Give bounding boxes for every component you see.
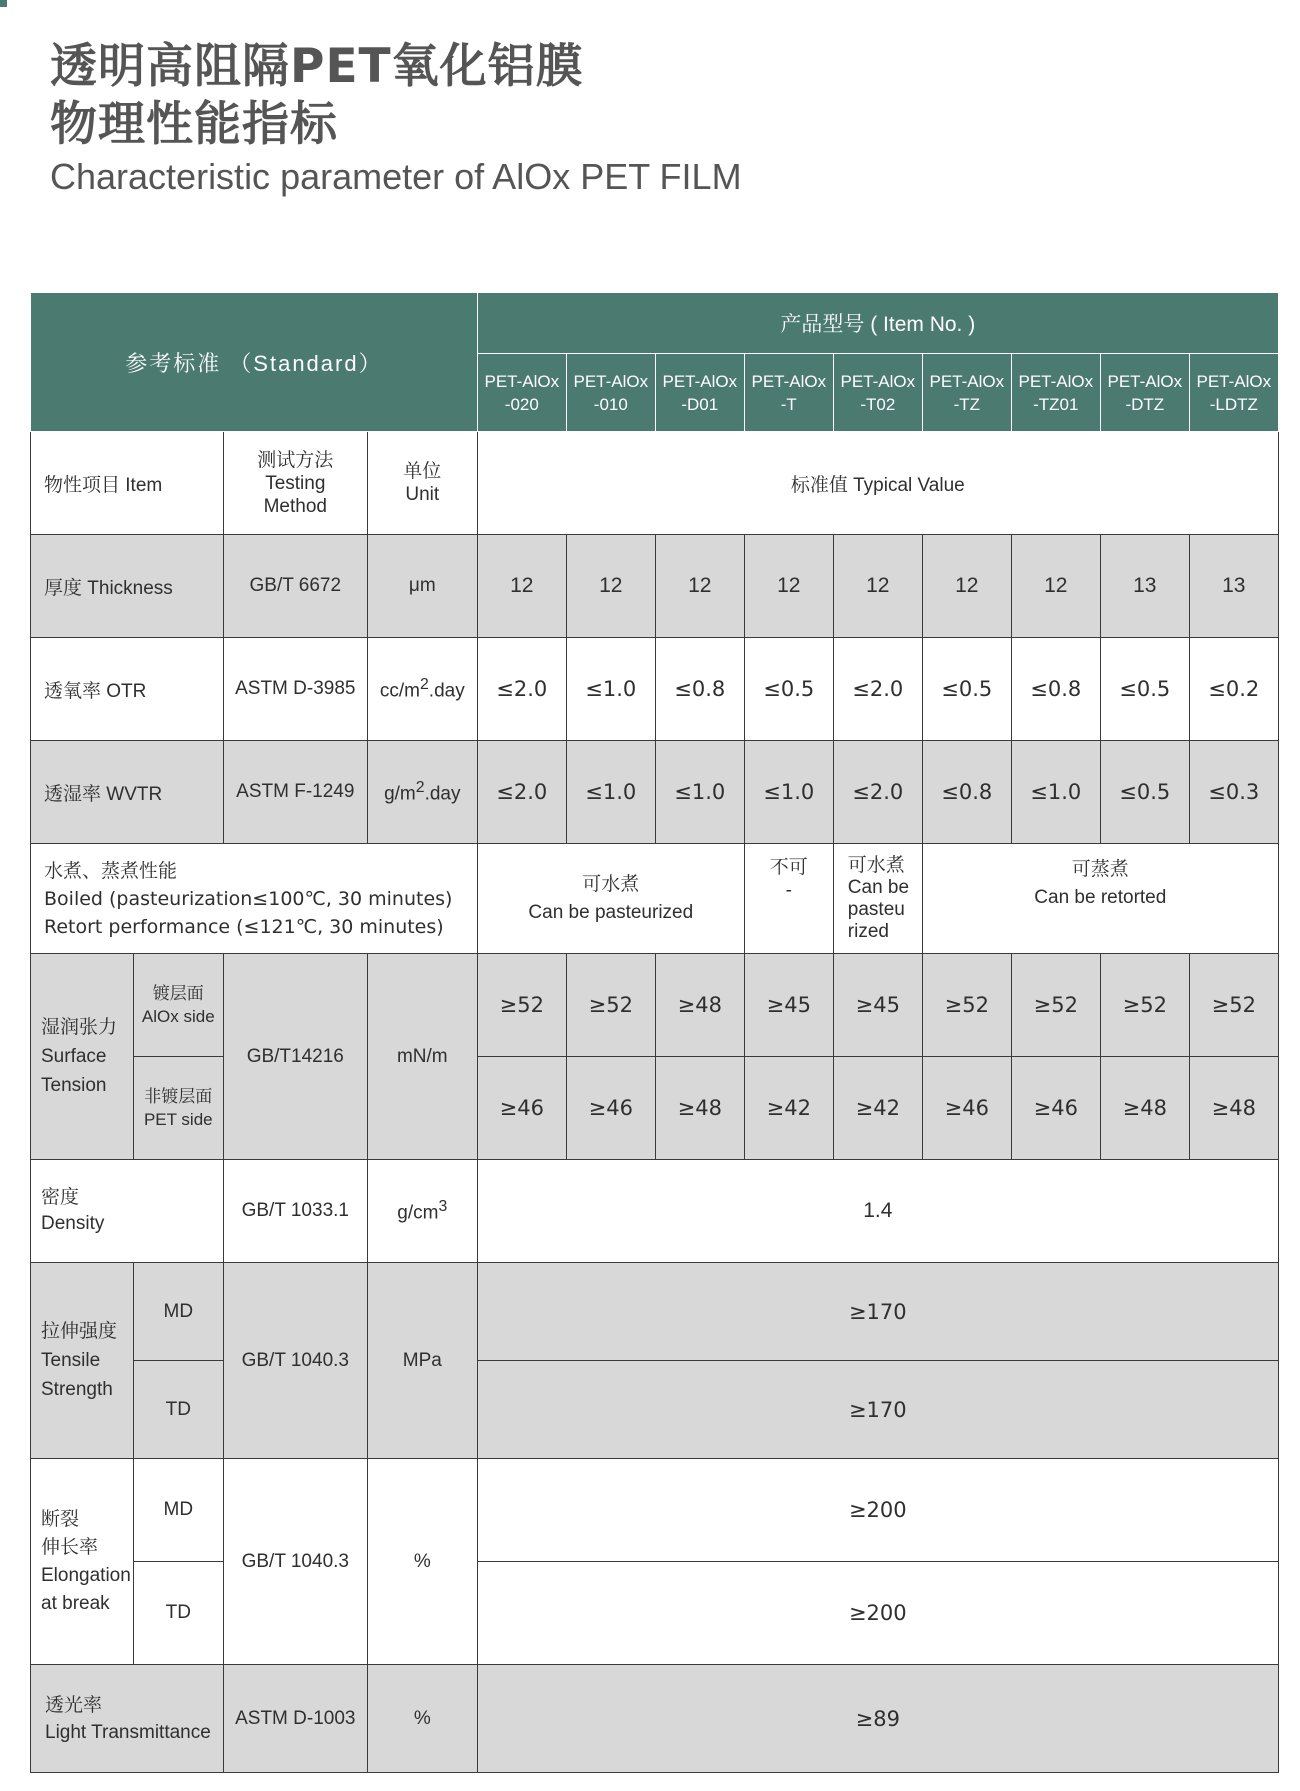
elongation-method: GB/T 1040.3 — [223, 1459, 367, 1665]
method-column-header: 测试方法 Testing Method — [223, 432, 367, 535]
otr-value: ≤0.5 — [922, 638, 1011, 741]
model-tz: PET-AlOx -TZ — [922, 354, 1011, 432]
tensile-td-value: ≥170 — [477, 1361, 1278, 1459]
model-dtz: PET-AlOx -DTZ — [1100, 354, 1189, 432]
density-label: 密度 Density — [31, 1160, 224, 1263]
wvtr-value: ≤2.0 — [833, 741, 922, 844]
standard-header: 参考标准 （Standard） — [31, 293, 478, 432]
tension-pet-value: ≥42 — [744, 1057, 833, 1160]
boil-retorted: 可蒸煮 Can be retorted — [922, 844, 1278, 954]
tensile-md: MD — [133, 1263, 223, 1361]
tension-pet-value: ≥48 — [655, 1057, 744, 1160]
table-row — [31, 1459, 1279, 1562]
table-row — [31, 1361, 1279, 1459]
elongation-unit: % — [367, 1459, 477, 1665]
tension-aiox-value: ≥52 — [922, 954, 1011, 1057]
transmittance-value: ≥89 — [477, 1665, 1278, 1773]
boil-pasteurized: 可水煮 Can be pasteurized — [477, 844, 744, 954]
title-zh-line1: 透明高阻隔PET氧化铝膜 — [50, 39, 584, 94]
typical-value-header: 标准值 Typical Value — [477, 432, 1278, 535]
wvtr-value: ≤0.3 — [1189, 741, 1278, 844]
page-title-en: Characteristic parameter of AlOx PET FILM — [50, 156, 742, 197]
tension-pet-value: ≥46 — [566, 1057, 655, 1160]
thickness-value: 13 — [1100, 535, 1189, 638]
tension-aiox-value: ≥52 — [1189, 954, 1278, 1057]
table-row — [31, 638, 1279, 741]
tension-pet-value: ≥42 — [833, 1057, 922, 1160]
tension-method: GB/T14216 — [223, 954, 367, 1160]
tension-pet-value: ≥46 — [1011, 1057, 1100, 1160]
thickness-value: 12 — [566, 535, 655, 638]
density-unit: $g/cm^3$ — [367, 1160, 477, 1263]
wvtr-value: ≤1.0 — [655, 741, 744, 844]
tension-pet-value: ≥46 — [477, 1057, 566, 1160]
otr-value: ≤2.0 — [833, 638, 922, 741]
header-row — [31, 293, 1279, 354]
table-row — [31, 1160, 1279, 1263]
tensile-label: 拉伸强度 Tensile Strength — [31, 1263, 134, 1459]
elongation-td: TD — [133, 1562, 223, 1665]
density-value: 1.4 — [477, 1160, 1278, 1263]
density-method: GB/T 1033.1 — [223, 1160, 367, 1263]
otr-value: ≤0.5 — [1100, 638, 1189, 741]
otr-value: ≤1.0 — [566, 638, 655, 741]
page-title-zh — [50, 38, 584, 154]
table-row — [31, 954, 1279, 1057]
table-row — [31, 1057, 1279, 1160]
wvtr-value: ≤0.5 — [1100, 741, 1189, 844]
table-row — [31, 535, 1279, 638]
tensile-method: GB/T 1040.3 — [223, 1263, 367, 1459]
tensile-md-value: ≥170 — [477, 1263, 1278, 1361]
table-row — [31, 741, 1279, 844]
thickness-method: GB/T 6672 — [223, 535, 367, 638]
tension-aiox-value: ≥48 — [655, 954, 744, 1057]
otr-method: ASTM D-3985 — [223, 638, 367, 741]
elongation-md: MD — [133, 1459, 223, 1562]
item-column-header: 物性项目 Item — [31, 432, 224, 535]
spec-table — [30, 292, 1279, 1773]
thickness-value: 12 — [655, 535, 744, 638]
otr-label: 透氧率 OTR — [31, 638, 224, 741]
model-t02: PET-AlOx -T02 — [833, 354, 922, 432]
tension-unit: mN/m — [367, 954, 477, 1160]
transmittance-unit: % — [367, 1665, 477, 1773]
table-row — [31, 1665, 1279, 1773]
thickness-value: 13 — [1189, 535, 1278, 638]
table-row — [31, 844, 1279, 954]
model-ldtz: PET-AlOx -LDTZ — [1189, 354, 1278, 432]
model-020: PET-AlOx -020 — [477, 354, 566, 432]
wvtr-value: ≤1.0 — [1011, 741, 1100, 844]
tension-pet-value: ≥46 — [922, 1057, 1011, 1160]
otr-value: ≤0.8 — [655, 638, 744, 741]
otr-value: ≤0.8 — [1011, 638, 1100, 741]
tension-aiox-value: ≥52 — [477, 954, 566, 1057]
otr-value: ≤0.5 — [744, 638, 833, 741]
tension-pet-side: 非镀层面 PET side — [133, 1057, 223, 1160]
wvtr-value: ≤2.0 — [477, 741, 566, 844]
tension-aiox-value: ≥52 — [1011, 954, 1100, 1057]
subheader-row — [31, 432, 1279, 535]
wvtr-unit: $g/m^2.day$ — [367, 741, 477, 844]
wvtr-value: ≤1.0 — [566, 741, 655, 844]
model-d01: PET-AlOx -D01 — [655, 354, 744, 432]
boil-label: 水煮、蒸煮性能 Boiled (pasteurization≤100℃, 30 minutes) Retort performance (≤121℃, 30 minutes) — [31, 844, 478, 954]
tension-aiox-value: ≥52 — [1100, 954, 1189, 1057]
table-row — [31, 1562, 1279, 1665]
tension-aiox-side: 镀层面 AlOx side — [133, 954, 223, 1057]
wvtr-value: ≤1.0 — [744, 741, 833, 844]
transmittance-method: ASTM D-1003 — [223, 1665, 367, 1773]
thickness-value: 12 — [922, 535, 1011, 638]
title-zh-line2: 物理性能指标 — [50, 97, 338, 152]
tension-pet-value: ≥48 — [1189, 1057, 1278, 1160]
thickness-label: 厚度 Thickness — [31, 535, 224, 638]
unit-column-header: 单位 Unit — [367, 432, 477, 535]
wvtr-label: 透湿率 WVTR — [31, 741, 224, 844]
item-no-header: 产品型号 ( Item No. ) — [477, 293, 1278, 354]
corner-mark — [0, 0, 7, 7]
table-row — [31, 1263, 1279, 1361]
elongation-td-value: ≥200 — [477, 1562, 1278, 1665]
elongation-label: 断裂 伸长率 Elongation at break — [31, 1459, 134, 1665]
otr-value: ≤2.0 — [477, 638, 566, 741]
elongation-md-value: ≥200 — [477, 1459, 1278, 1562]
otr-value: ≤0.2 — [1189, 638, 1278, 741]
model-tz01: PET-AlOx -TZ01 — [1011, 354, 1100, 432]
tension-aiox-value: ≥45 — [744, 954, 833, 1057]
boil-not: 不可 - — [744, 844, 833, 954]
model-010: PET-AlOx -010 — [566, 354, 655, 432]
tensile-td: TD — [133, 1361, 223, 1459]
thickness-value: 12 — [1011, 535, 1100, 638]
boil-t02: 可水煮 Can be pasteu rized — [833, 844, 922, 954]
tension-label: 湿润张力 Surface Tension — [31, 954, 134, 1160]
model-t: PET-AlOx -T — [744, 354, 833, 432]
wvtr-method: ASTM F-1249 — [223, 741, 367, 844]
thickness-unit: μm — [367, 535, 477, 638]
transmittance-label: 透光率 Light Transmittance — [31, 1665, 224, 1773]
wvtr-value: ≤0.8 — [922, 741, 1011, 844]
tensile-unit: MPa — [367, 1263, 477, 1459]
otr-unit: $cc/m^2.day$ — [367, 638, 477, 741]
thickness-value: 12 — [744, 535, 833, 638]
tension-pet-value: ≥48 — [1100, 1057, 1189, 1160]
thickness-value: 12 — [833, 535, 922, 638]
thickness-value: 12 — [477, 535, 566, 638]
tension-aiox-value: ≥45 — [833, 954, 922, 1057]
tension-aiox-value: ≥52 — [566, 954, 655, 1057]
